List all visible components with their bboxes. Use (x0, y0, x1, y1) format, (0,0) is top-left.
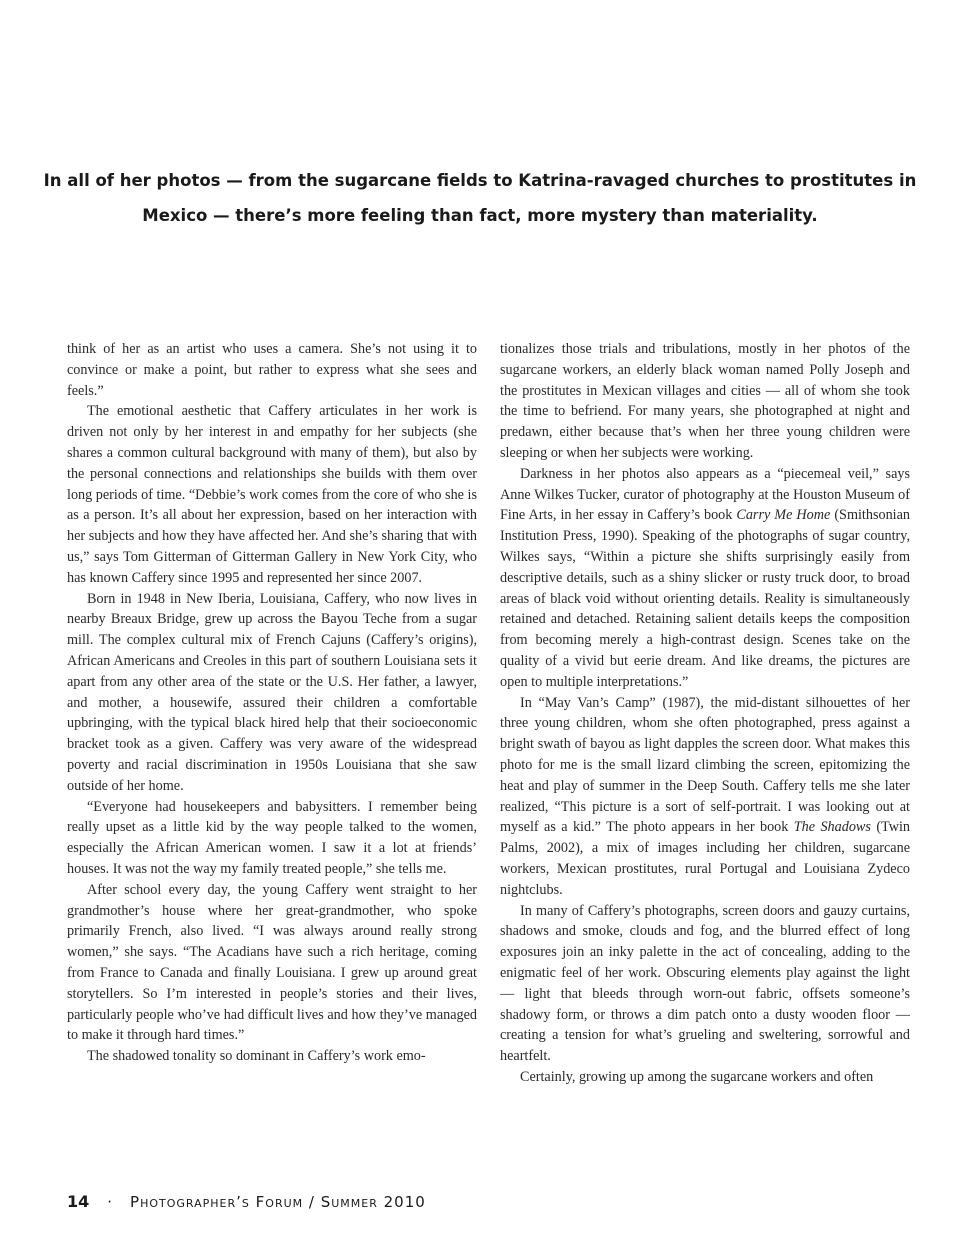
page-footer (67, 1192, 426, 1211)
right-paragraph-2 (500, 464, 910, 693)
pull-quote (0, 163, 960, 233)
left-column (67, 339, 477, 1067)
book-title-the-shadows: The Shadows (793, 819, 871, 836)
left-paragraph-4: “Everyone had housekeepers and babysitters. I remember being really upset as a little kid by the way people talked to the women, especially the African American women. I saw it a lot at friends’ houses. It was not the way my family treated people,” she tells me. (67, 798, 477, 877)
right-paragraph-2-text-a: Darkness in her photos also appears as a “piecemeal veil,” says Anne Wilkes Tucker, curator of photography at the Houston Museum of Fine Arts, in her essay in Caffery’s book (500, 465, 910, 524)
right-paragraph-3 (500, 693, 910, 901)
footer-separator: · (107, 1193, 113, 1211)
right-paragraph-1: tionalizes those trials and tribulations, mostly in her photos of the sugarcane workers, an elderly black woman named Polly Joseph and the prostitutes in Mexican villages and cities — all of whom she took the time to befriend. For many years, she photographed at night and predawn, either because that’s when her three young children were sleeping or when her subjects were working. (500, 341, 910, 461)
left-paragraph-5: After school every day, the young Caffery went straight to her grandmother’s house where her great-grandmother, who spoke primarily French, also lived. “I was always around really strong women,” she says. “The Acadians have such a rich heritage, coming from France to Canada and finally Louisiana. I grew up around great storytellers. So I’m interested in people’s stories and their lives, particularly people who’ve had difficult lives and how they’ve managed to make it through hard times.” (67, 881, 477, 1044)
right-column (500, 339, 910, 1088)
right-paragraph-3-text-b: (Twin Palms, 2002), a mix of images including her children, sugarcane workers, Mexican prostitutes, rural Portugal and Louisiana Zydeco nightclubs. (500, 819, 911, 898)
pull-quote-line-1: In all of her photos — from the sugarcane fields to Katrina-ravaged churches to prostitutes in (43, 171, 917, 190)
left-paragraph-3: Born in 1948 in New Iberia, Louisiana, Caffery, who now lives in nearby Breaux Bridge, grew up across the Bayou Teche from a sugar mill. The complex cultural mix of French Cajuns (Caffery’s origins), African Americans and Creoles in this part of southern Louisiana sets it apart from any other area of the state or the U.S. Her father, a lawyer, and mother, a housewife, assured their children a comfortable upbringing, with the typical black hired help that their socioeconomic bracket took as a given. Caffery was very aware of the widespread poverty and racial discrimination in 1950s Louisiana that she saw outside of her home. (67, 590, 477, 794)
page-number: 14 (67, 1192, 90, 1211)
left-paragraph-6: The shadowed tonality so dominant in Caffery’s work emo- (87, 1048, 426, 1065)
footer-masthead: Photographer’s Forum / Summer 2010 (130, 1193, 426, 1211)
book-title-carry-me-home: Carry Me Home (736, 507, 831, 524)
right-paragraph-2-text-b: (Smithsonian Institution Press, 1990). Speaking of the photographs of sugar country, Wilkes says, “Within a picture she shifts surprisingly easily from descriptive details, such as a shiny slicker or rusty truck door, to broad areas of black void without orienting details. Reality is simultaneously retained and detached. Retaining salient details keeps the composition from becoming merely a high-contrast design. Scenes take on the quality of a vivid but eerie dream. And like dreams, the pictures are open to multiple interpretations.” (500, 507, 910, 690)
left-paragraph-1: think of her as an artist who uses a camera. She’s not using it to convince or make a point, but rather to express what she sees and feels.” (67, 341, 477, 399)
pull-quote-line-2: Mexico — there’s more feeling than fact, more mystery than materiality. (142, 206, 818, 225)
right-paragraph-5: Certainly, growing up among the sugarcane workers and often (520, 1068, 874, 1085)
right-paragraph-3-text-a: In “May Van’s Camp” (1987), the mid-distant silhouettes of her three young children, whom she often photographed, press against a bright swath of bayou as light dapples the screen door. What makes this photo for me is the small lizard climbing the screen, epitomizing the heat and play of summer in the Deep South. Caffery tells me she later realized, “This picture is a sort of self-portrait. I was looking out at myself as a kid.” The photo appears in her book (500, 694, 910, 836)
left-paragraph-2: The emotional aesthetic that Caffery articulates in her work is driven not only by her interest in and empathy for her subjects (she shares a common cultural background with many of them), but also by the personal connections and relationships she builds with them over long periods of time. “Debbie’s work comes from the core of who she is as a person. It’s all about her expression, based on her interaction with her subjects and how they have affected her. And she’s sharing that with us,” says Tom Gitterman of Gitterman Gallery in New York City, who has known Caffery since 1995 and represented her since 2007. (67, 403, 477, 586)
right-paragraph-4: In many of Caffery’s photographs, screen doors and gauzy curtains, shadows and smoke, clouds and fog, and the blurred effect of long exposures join an inky palette in the act of concealing, adding to the enigmatic feel of her work. Obscuring elements play against the light — light that bleeds through worn-out fabric, offsets someone’s shadowy form, or throws a dim patch onto a dusty wooden floor — creating a tension for what’s grueling and sweltering, sorrowful and heartfelt. (500, 902, 910, 1065)
